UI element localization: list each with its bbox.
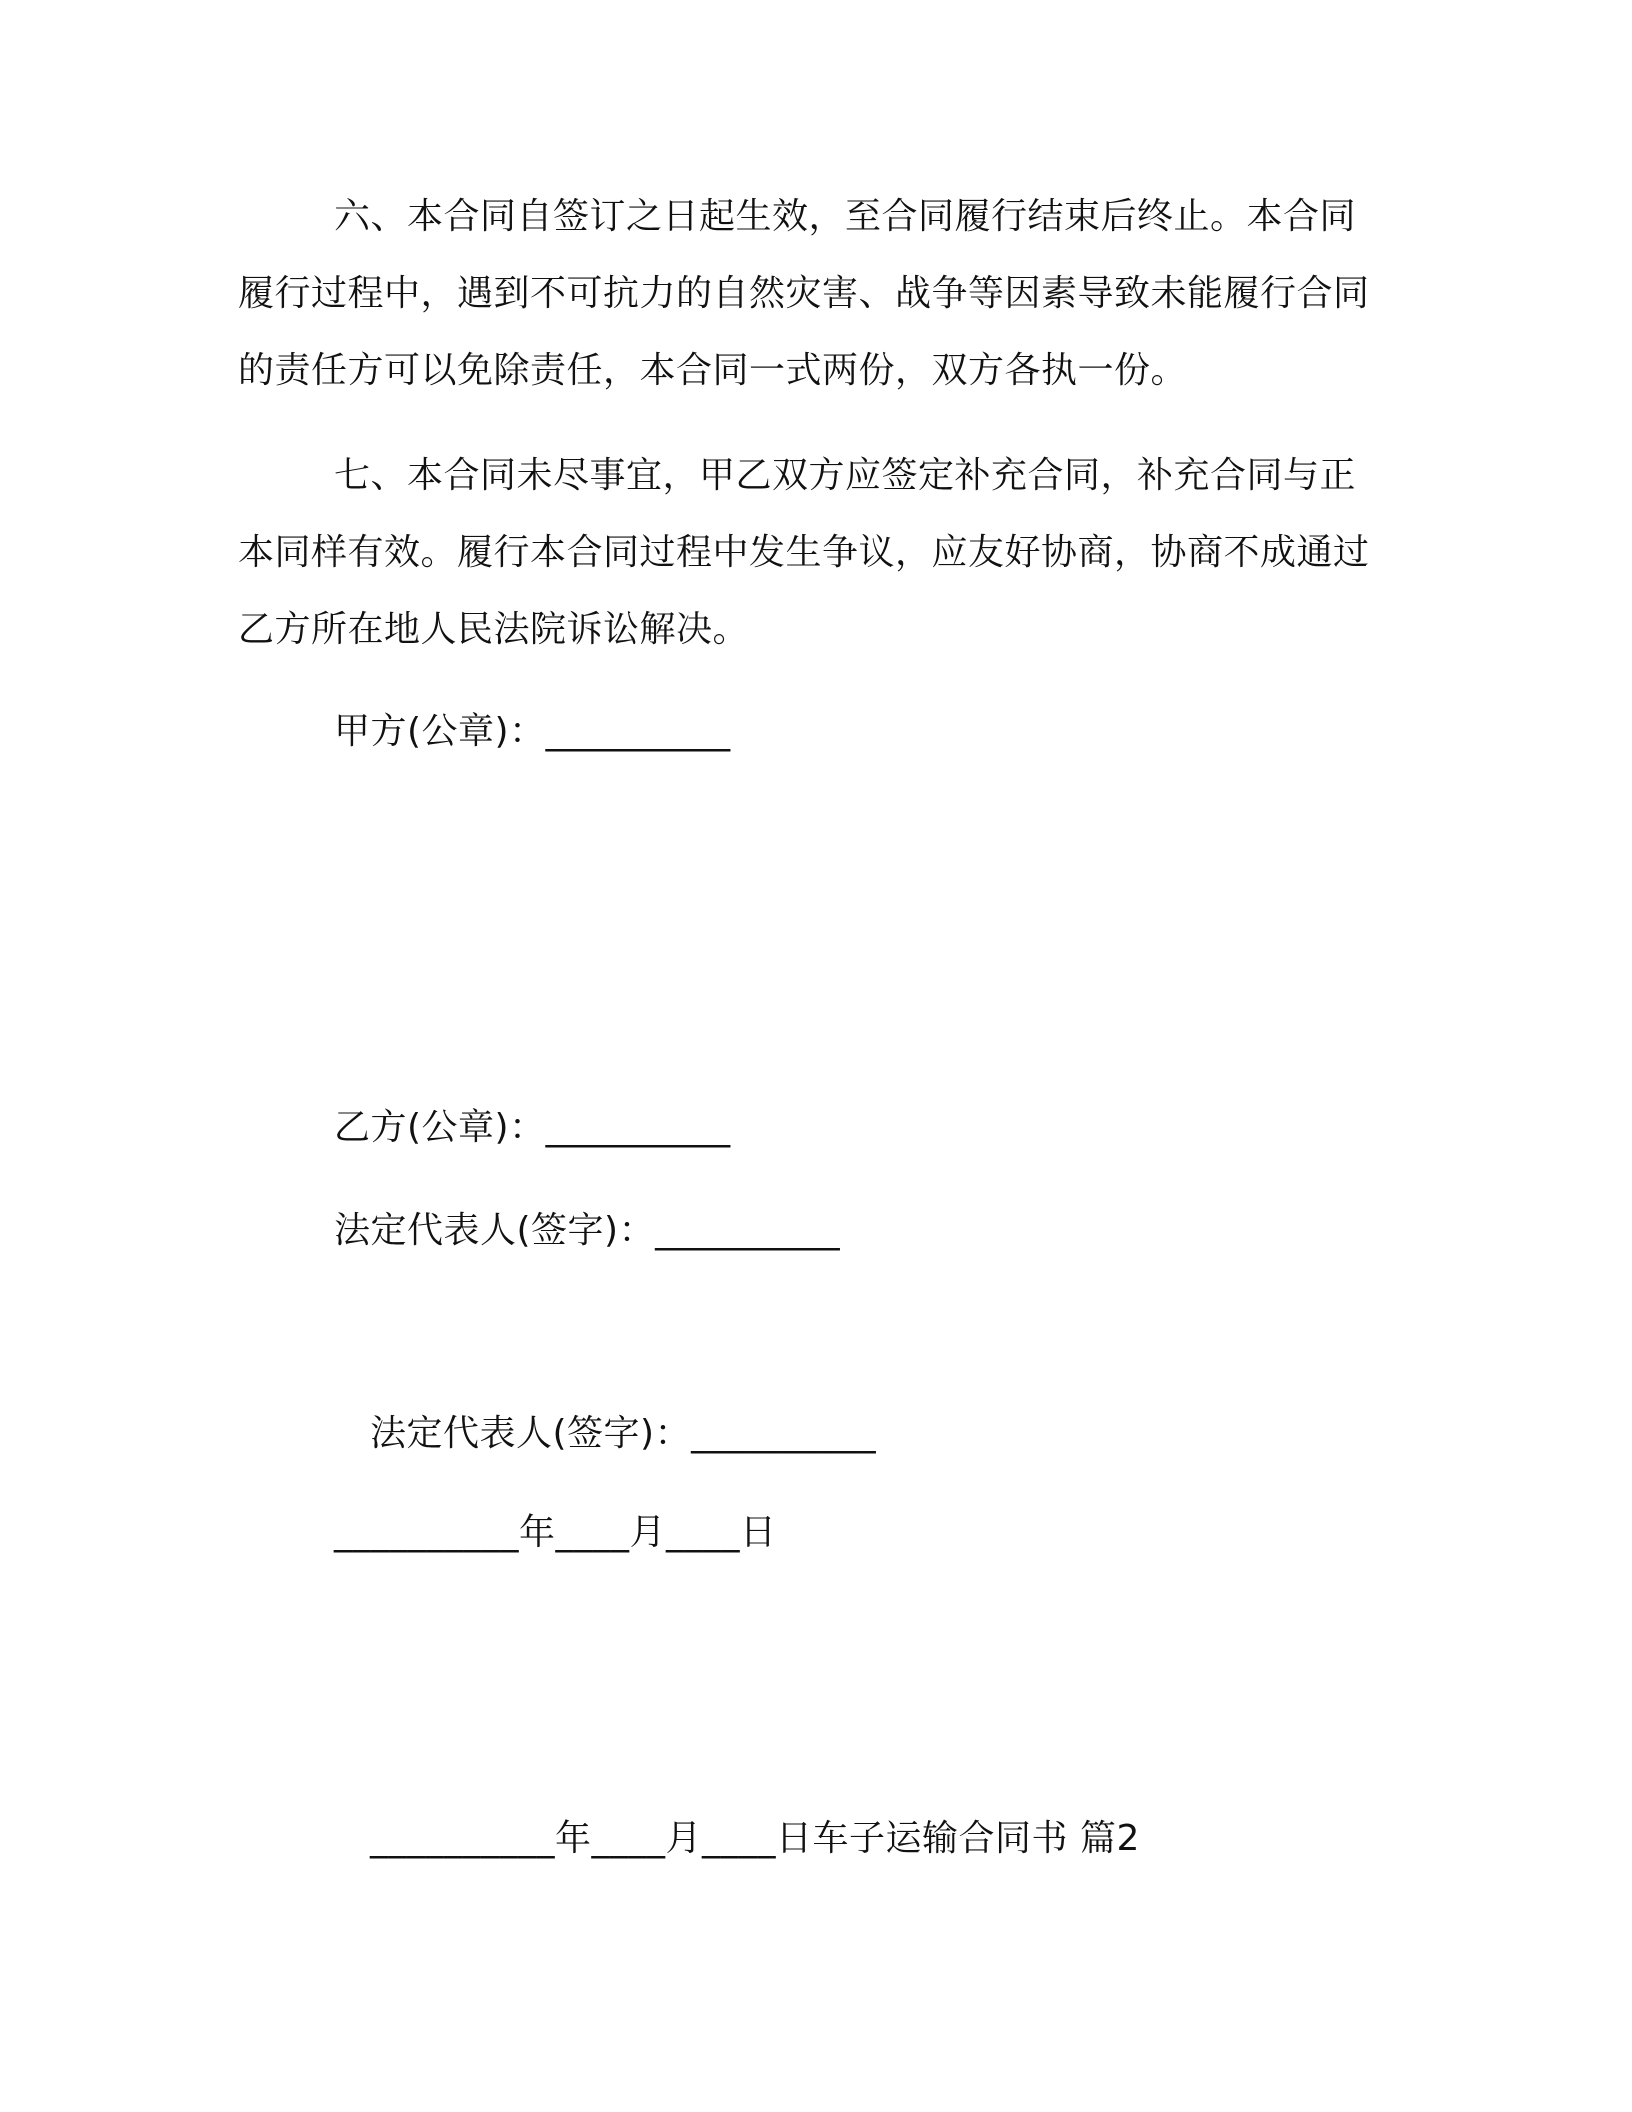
next-contract-title: __________年____月____日车子运输合同书 篇2 xyxy=(370,1818,1140,1859)
legal-rep-signature-line: 法定代表人(签字)：__________ xyxy=(334,1210,841,1251)
date-line: __________年____月____日 xyxy=(334,1512,777,1553)
clause-six: 六、本合同自签订之日起生效，至合同履行结束后终止。本合同履行过程中，遇到不可抗力的自然灾害、战争等因素导致未能履行合同的责任方可以免除责任，本合同一式两份，双方各执一份。 xyxy=(238,196,1370,391)
party-a-seal-line: 甲方(公章)：__________ xyxy=(334,711,731,752)
clause-seven: 七、本合同未尽事宜，甲乙双方应签定补充合同，补充合同与正本同样有效。履行本合同过程中发生争议，应友好协商，协商不成通过乙方所在地人民法院诉讼解决。 xyxy=(238,455,1370,650)
legal-rep-signature-line-2: 法定代表人(签字)：__________ xyxy=(370,1413,877,1454)
party-b-seal-line: 乙方(公章)：__________ xyxy=(334,1107,731,1148)
